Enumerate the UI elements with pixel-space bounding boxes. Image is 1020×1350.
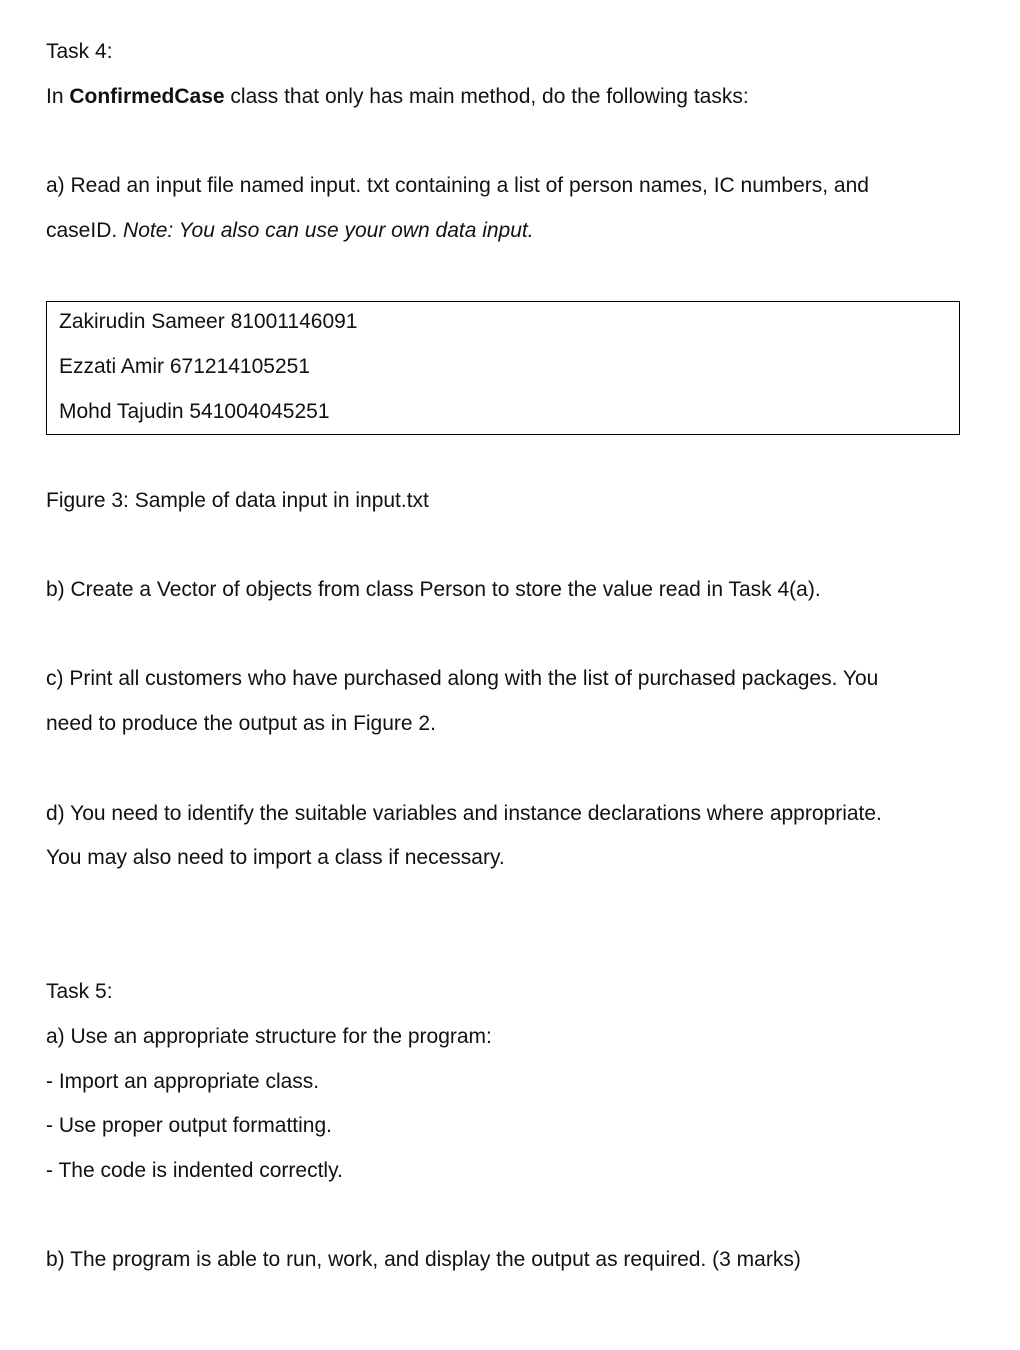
task4-intro-prefix: In xyxy=(46,85,70,108)
task4-a-note: Note: You also can use your own data input. xyxy=(123,219,534,242)
figure-caption: Figure 3: Sample of data input in input.txt xyxy=(46,489,429,512)
task4-heading: Task 4: xyxy=(46,40,113,63)
task4-c-line2: need to produce the output as in Figure 2. xyxy=(46,712,436,735)
sample-line: Ezzati Amir 671214105251 xyxy=(59,355,311,378)
task5-bullet: - The code is indented correctly. xyxy=(46,1159,343,1182)
task4-d-line2: You may also need to import a class if necessary. xyxy=(46,846,505,869)
sample-line: Mohd Tajudin 541004045251 xyxy=(59,400,330,423)
sample-line: Zakirudin Sameer 81001146091 xyxy=(59,310,358,333)
sample-input-box xyxy=(46,301,960,435)
task4-a-line2-prefix: caseID. xyxy=(46,219,124,242)
task5-bullet: - Import an appropriate class. xyxy=(46,1070,320,1093)
task5-bullet: - Use proper output formatting. xyxy=(46,1114,332,1137)
task4-b: b) Create a Vector of objects from class Person to store the value read in Task 4(a). xyxy=(46,578,821,601)
task4-intro xyxy=(46,86,749,107)
task4-a-line2 xyxy=(46,220,534,241)
task4-intro-suffix: class that only has main method, do the following tasks: xyxy=(224,85,749,108)
task5-b: b) The program is able to run, work, and display the output as required. (3 marks) xyxy=(46,1248,801,1271)
task4-d-line1: d) You need to identify the suitable variables and instance declarations where appropriate. xyxy=(46,802,882,825)
task4-a-line1: a) Read an input file named input. txt containing a list of person names, IC numbers, and xyxy=(46,174,869,197)
task5-heading: Task 5: xyxy=(46,980,113,1003)
class-name-confirmedcase: ConfirmedCase xyxy=(69,85,225,108)
task4-c-line1: c) Print all customers who have purchased along with the list of purchased packages. You xyxy=(46,667,879,690)
task5-a: a) Use an appropriate structure for the program: xyxy=(46,1025,492,1048)
